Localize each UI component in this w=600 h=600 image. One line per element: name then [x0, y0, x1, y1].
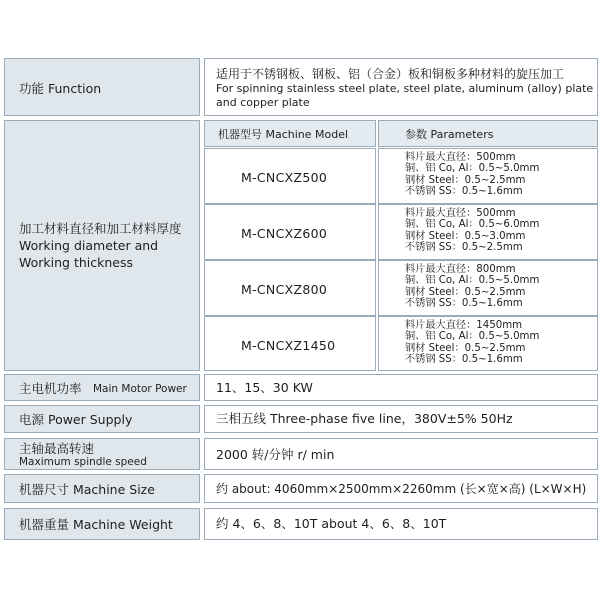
weight-value-cell [204, 508, 598, 540]
weight-row [4, 508, 598, 540]
param-max-diameter: 料片最大直径：800mm [405, 264, 516, 275]
power-value-cell [204, 405, 598, 433]
param-steel: 钢材 Steel：0.5~2.5mm [405, 342, 526, 354]
param-ss: 不锈钢 SS：0.5~1.6mm [405, 186, 523, 198]
motor-label-en: Main Motor Power [93, 383, 187, 395]
working-label-en-1: Working diameter and [19, 238, 159, 253]
model-name: M-CNCXZ600 [241, 226, 328, 241]
size-label-cell [4, 474, 200, 503]
param-ss: 不锈钢 SS：0.5~1.6mm [405, 354, 523, 366]
spindle-label-cell [4, 438, 200, 470]
weight-value: 约 4、6、8、10T about 4、6、8、10T [216, 516, 447, 531]
model-name: M-CNCXZ1450 [241, 338, 336, 353]
spindle-value-cell [204, 438, 598, 470]
param-max-diameter: 料片最大直径：500mm [405, 208, 516, 219]
param-co-al: 铜、铝 Co, Al：0.5~5.0mm [405, 275, 540, 287]
param-co-al: 铜、铝 Co, Al：0.5~5.0mm [405, 331, 540, 343]
working-table [204, 120, 598, 371]
model-name: M-CNCXZ500 [241, 170, 328, 185]
spindle-label-en: Maximum spindle speed [19, 456, 147, 468]
model-cell [204, 204, 376, 260]
motor-label-cn: 主电机功率 [19, 381, 82, 396]
params-cell [378, 260, 598, 316]
params-cell [378, 316, 598, 371]
function-line-cn: 适用于不锈钢板、钢板、铝（合金）板和铜板多种材料的旋压加工 [216, 67, 565, 81]
model-name: M-CNCXZ800 [241, 282, 328, 297]
motor-value-cell [204, 374, 598, 401]
weight-label-cell [4, 508, 200, 540]
working-row [4, 120, 598, 371]
model-cell [204, 260, 376, 316]
model-cell [204, 148, 376, 204]
param-max-diameter: 料片最大直径：500mm [405, 152, 516, 163]
size-value: 约 about: 4060mm×2500mm×2260mm (长×宽×高) (L×W×H) [216, 482, 587, 496]
param-steel: 钢材 Steel：0.5~2.5mm [405, 286, 526, 298]
param-steel: 钢材 Steel：0.5~2.5mm [405, 174, 526, 186]
param-ss: 不锈钢 SS：0.5~2.5mm [405, 242, 523, 254]
header-parameters: 参数 Parameters [378, 120, 598, 147]
size-label: 机器尺寸 Machine Size [19, 482, 155, 497]
working-label-cell [4, 120, 200, 371]
spindle-value: 2000 转/分钟 r/ min [216, 447, 335, 462]
size-value-cell [204, 474, 598, 503]
params-cell [378, 148, 598, 204]
params-cell [378, 204, 598, 260]
header-machine-model: 机器型号 Machine Model [204, 120, 376, 147]
weight-label: 机器重量 Machine Weight [19, 517, 173, 532]
spindle-row [4, 438, 598, 470]
function-row [4, 58, 598, 116]
power-row [4, 405, 598, 433]
function-label: 功能 Function [19, 81, 102, 96]
spindle-label-cn: 主轴最高转速 [19, 441, 95, 456]
working-label-en-2: Working thickness [19, 255, 134, 270]
motor-value: 11、15、30 KW [216, 380, 313, 395]
function-label-cell [4, 58, 200, 116]
power-label-cell [4, 405, 200, 433]
function-line-en-1: For spinning stainless steel plate, steel plate, aluminum (alloy) plate [216, 82, 594, 95]
spec-table [4, 58, 598, 540]
size-row [4, 474, 598, 503]
param-max-diameter: 料片最大直径：1450mm [405, 320, 523, 331]
param-co-al: 铜、铝 Co, Al：0.5~6.0mm [405, 219, 540, 231]
function-value-cell [204, 58, 598, 116]
function-line-en-2: and copper plate [216, 96, 310, 109]
power-value: 三相五线 Three-phase five line，380V±5% 50Hz [216, 411, 513, 426]
param-ss: 不锈钢 SS：0.5~1.6mm [405, 298, 523, 310]
power-label: 电源 Power Supply [19, 412, 133, 427]
param-co-al: 铜、铝 Co, Al：0.5~5.0mm [405, 163, 540, 175]
motor-row [4, 374, 598, 401]
motor-label-cell [4, 374, 200, 401]
model-cell [204, 316, 376, 371]
working-label-cn: 加工材料直径和加工材料厚度 [19, 221, 182, 236]
param-steel: 钢材 Steel：0.5~3.0mm [405, 230, 526, 242]
